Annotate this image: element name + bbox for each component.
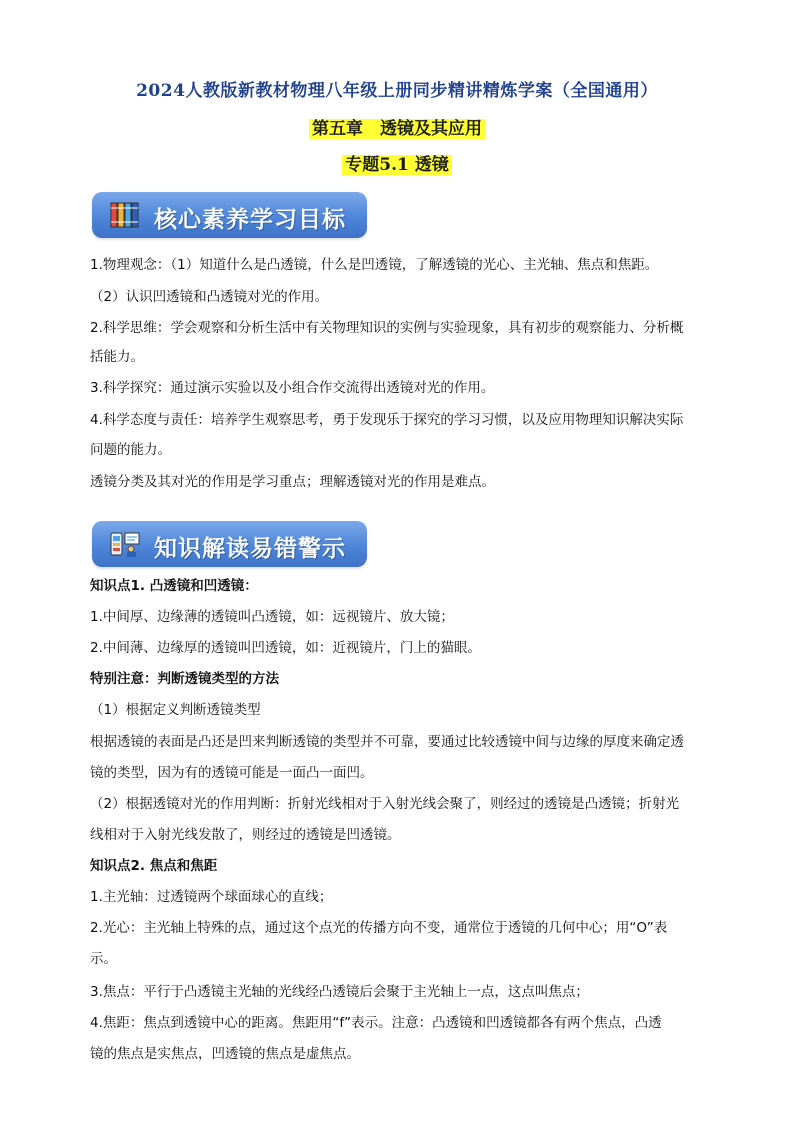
- knowledge-line: 2.中间薄、边缘厚的透镜叫凹透镜，如：近视镜片，门上的猫眼。: [90, 640, 481, 656]
- objective-line: 3.科学探究：通过演示实验以及小组合作交流得出透镜对光的作用。: [90, 380, 495, 396]
- section-banner-knowledge: [92, 521, 367, 567]
- knowledge-line: （2）根据透镜对光的作用判断：折射光线相对于入射光线会聚了，则经过的透镜是凸透镜；折射光: [90, 796, 680, 812]
- objective-line: 4.科学态度与责任：培养学生观察思考，勇于发现乐于探究的学习习惯，以及应用物理知识解决实际: [90, 412, 684, 428]
- chapter-title: 第五章 透镜及其应用: [0, 114, 794, 139]
- knowledge-line: 1.中间厚、边缘薄的透镜叫凸透镜，如：远视镜片、放大镜；: [90, 609, 454, 625]
- objective-line: 2.科学思维：学会观察和分析生活中有关物理知识的实例与实验现象，具有初步的观察能力、分析概: [90, 320, 684, 336]
- section-banner-objectives: [92, 192, 367, 238]
- knowledge-heading: 知识点1. 凸透镜和凹透镜：: [90, 578, 258, 594]
- knowledge-line: 根据透镜的表面是凸还是凹来判断透镜的类型并不可靠，要通过比较透镜中间与边缘的厚度来确定透: [90, 734, 684, 750]
- objective-line: 括能力。: [90, 349, 144, 365]
- knowledge-line: 4.焦距：焦点到透镜中心的距离。焦距用“f”表示。注意：凸透镜和凹透镜都各有两个焦点，凸透: [90, 1015, 662, 1031]
- knowledge-line: 2.光心：主光轴上特殊的点，通过这个点光的传播方向不变，通常位于透镜的几何中心；用“O”表: [90, 920, 668, 936]
- knowledge-line: 1.主光轴：过透镜两个球面球心的直线；: [90, 889, 333, 905]
- knowledge-line: 示。: [90, 951, 117, 967]
- knowledge-line: 线相对于入射光线发散了，则经过的透镜是凹透镜。: [90, 827, 401, 843]
- section-banner-label: 核心素养学习目标: [154, 207, 346, 233]
- section-banner-label: 知识解读易错警示: [154, 536, 346, 562]
- knowledge-line: （1）根据定义判断透镜类型: [90, 702, 261, 718]
- document-title: 2024人教版新教材物理八年级上册同步精讲精炼学案（全国通用）: [136, 81, 658, 101]
- knowledge-line: 镜的焦点是实焦点，凹透镜的焦点是虚焦点。: [90, 1046, 360, 1062]
- knowledge-note-heading: 特别注意：判断透镜类型的方法: [90, 671, 279, 687]
- knowledge-line: 镜的类型，因为有的透镜可能是一面凸一面凹。: [90, 765, 374, 781]
- objective-line: 透镜分类及其对光的作用是学习重点；理解透镜对光的作用是难点。: [90, 474, 495, 490]
- objective-line: 问题的能力。: [90, 442, 171, 458]
- objective-line: （2）认识凹透镜和凸透镜对光的作用。: [90, 289, 329, 305]
- knowledge-heading: 知识点2. 焦点和焦距: [90, 858, 218, 874]
- objective-line: 1.物理观念：（1）知道什么是凸透镜，什么是凹透镜，了解透镜的光心、主光轴、焦点和焦距。: [90, 257, 659, 273]
- topic-title: 专题5.1 透镜: [0, 150, 794, 175]
- books-icon: [110, 201, 140, 229]
- teacher-board-icon: [110, 530, 140, 558]
- knowledge-line: 3.焦点：平行于凸透镜主光轴的光线经凸透镜后会聚于主光轴上一点，这点叫焦点；: [90, 984, 589, 1000]
